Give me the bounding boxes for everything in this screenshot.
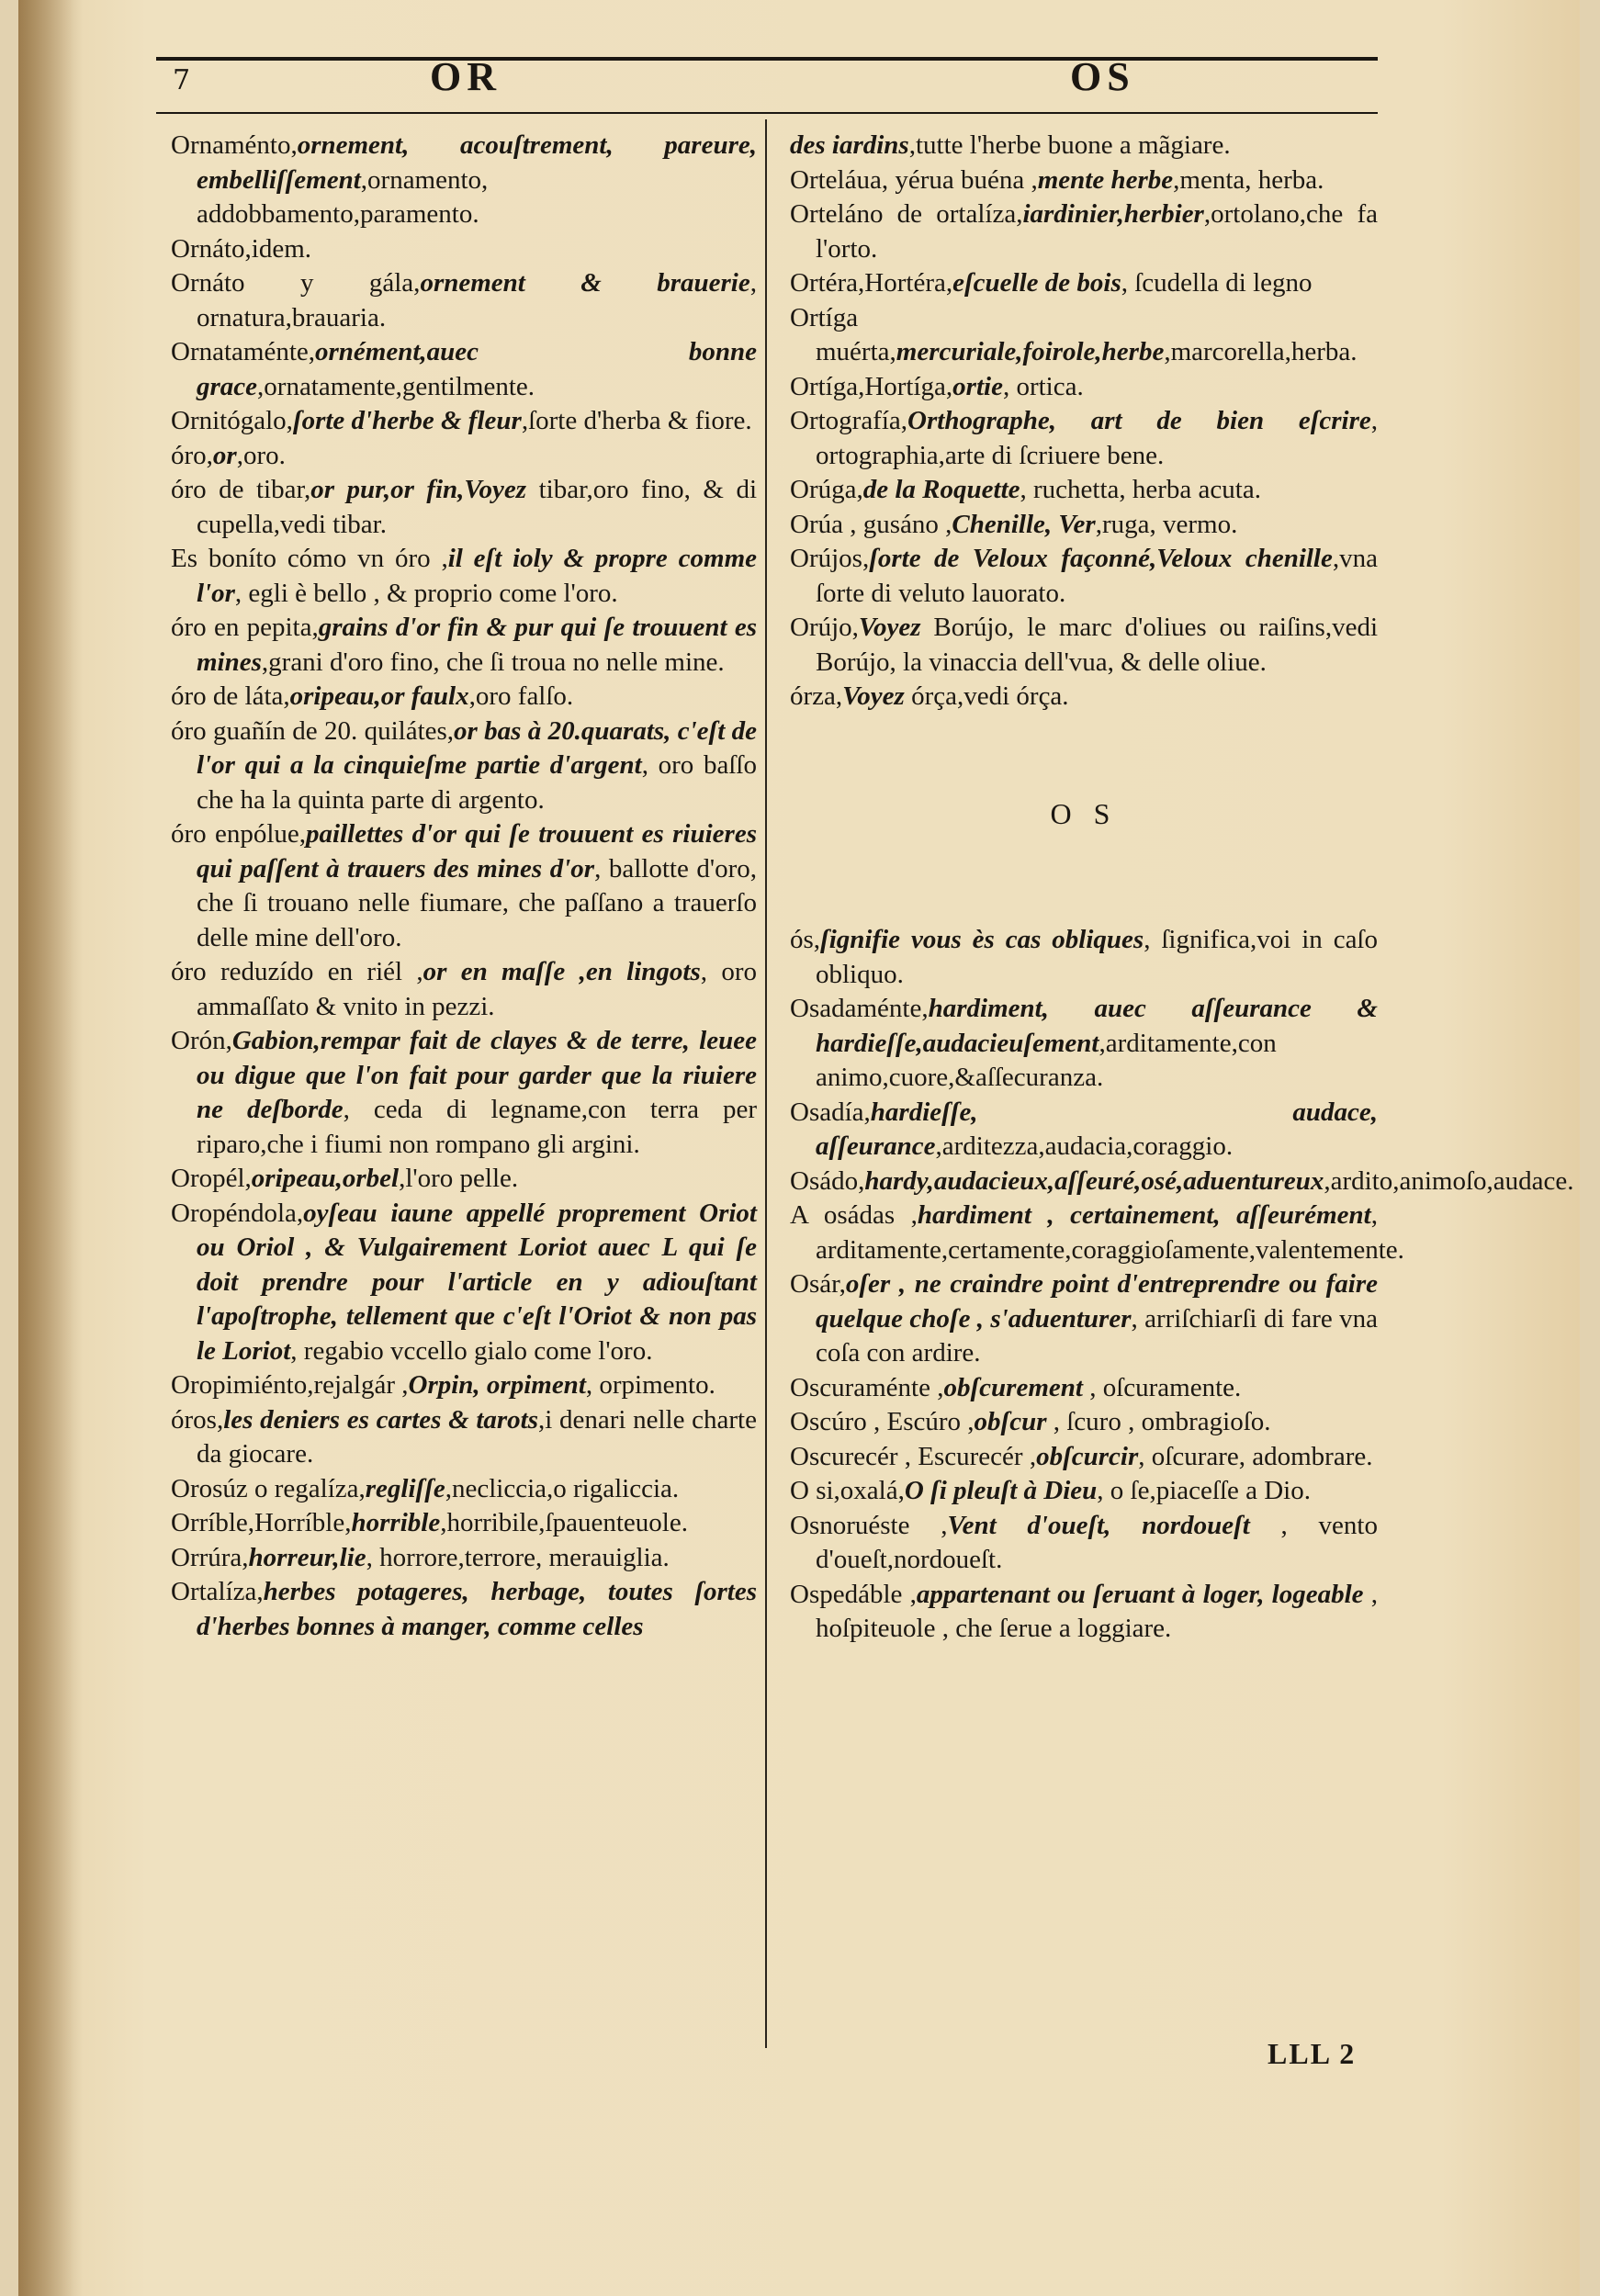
dictionary-entry	[171, 439, 757, 474]
folio-mark: 7	[173, 64, 191, 96]
spanish-headword: O si,oxalá,	[790, 1476, 905, 1505]
italian-gloss: , egli è bello , & proprio come l'oro.	[234, 578, 618, 608]
french-gloss: hardieſſe, audace, aſſeurance	[816, 1097, 1378, 1161]
spanish-headword: óro guañín de 20. quilátes,	[171, 715, 455, 746]
italian-gloss: ,arditezza,audacia,coraggio.	[935, 1131, 1234, 1161]
french-gloss: obſcur	[974, 1407, 1047, 1436]
french-gloss: appartenant ou ſeruant à loger, logeable	[916, 1579, 1364, 1609]
italian-gloss: Borújo, le marc d'oliues ou raiſins,vedi Borújo, la vinaccia dell'vua, & delle oliue.	[816, 613, 1378, 677]
spanish-headword: Orrúra,	[171, 1542, 249, 1572]
french-gloss: Voyez	[842, 681, 905, 711]
italian-gloss: , horrore,terrore, merauiglia.	[366, 1542, 670, 1572]
running-head-left: OR	[430, 54, 501, 99]
dictionary-entry	[790, 1578, 1378, 1647]
spanish-headword: Ortíga,Hortíga,	[790, 371, 953, 401]
french-gloss: ornement & brauerie	[420, 268, 750, 298]
dictionary-entry	[171, 266, 757, 335]
dictionary-entry	[790, 680, 1378, 715]
italian-gloss: , ortica.	[1002, 371, 1084, 401]
french-gloss: oripeau,or faulx	[289, 681, 469, 711]
italian-gloss: ,marcorella,herba.	[1164, 337, 1358, 366]
french-gloss: Voyez	[858, 613, 921, 642]
italian-gloss: ,grani d'oro fino, che ſi troua no nelle mine.	[261, 647, 725, 677]
italian-gloss: ,i denari nelle charte da giocare.	[197, 1404, 757, 1469]
french-gloss: hardiment , certainement, aſſeurément	[917, 1200, 1371, 1230]
italian-gloss: , ſcuro , ombragioſo.	[1046, 1407, 1271, 1436]
french-gloss: hardy,audacieux,aſſeuré,osé,aduentureux	[864, 1165, 1324, 1196]
spanish-headword: Oscuraménte ,	[790, 1372, 944, 1402]
french-gloss: Orthographe, art de bien eſcrire	[907, 406, 1371, 435]
dictionary-entry	[790, 1440, 1378, 1475]
italian-gloss: ,vna ſorte di veluto lauorato.	[816, 544, 1378, 608]
spanish-headword: ós,	[790, 925, 821, 954]
italian-gloss: tibar,oro fino, & di cupella,vedi tibar.	[197, 475, 757, 539]
spanish-headword: Oropimiénto,rejalgár ,	[171, 1370, 409, 1400]
french-gloss: obſcurement	[943, 1372, 1083, 1402]
dictionary-entry	[171, 611, 757, 680]
dictionary-entry	[171, 1541, 757, 1576]
french-gloss: hardiment, auec aſſeurance & hardieſſe,audacieuſement	[816, 994, 1378, 1058]
dictionary-entry	[790, 1199, 1404, 1267]
spanish-headword: Ortalíza,	[171, 1577, 264, 1606]
dictionary-entry	[171, 817, 757, 955]
french-gloss: regliſſe	[365, 1473, 445, 1503]
italian-gloss: , ortographia,arte di ſcriuere bene.	[816, 406, 1378, 470]
italian-gloss: , ſcudella di legno	[1121, 268, 1313, 298]
french-gloss: horrible	[351, 1508, 441, 1537]
italian-gloss: ,ſorte d'herba & fiore.	[521, 406, 752, 435]
dictionary-entry	[790, 197, 1378, 266]
dictionary-entry	[171, 680, 757, 715]
french-gloss: ornément,auec bonne grace	[197, 337, 757, 401]
dictionary-entry	[171, 1575, 757, 1644]
spanish-headword: óro,	[171, 440, 213, 470]
french-gloss: or en maſſe ,en lingots	[423, 957, 701, 986]
column-divider	[765, 119, 767, 2048]
spanish-headword: Oropél,	[171, 1164, 252, 1193]
dictionary-entry	[790, 473, 1378, 508]
header-rule-top	[156, 57, 1378, 61]
french-gloss: oyſeau iaune appellé proprement Oriot ou Oriol , & Vulgairement Loriot auec L qui ſe doit prendre pour l'article en y adiouſtant l'apoſtrophe, tellement que c'eſt l'Oriot & non pas le Loriot	[197, 1198, 757, 1366]
dictionary-entry	[171, 1368, 757, 1403]
right-column-or-entries	[790, 129, 1378, 715]
spanish-headword: Ortografía,	[790, 406, 908, 435]
dictionary-entry	[790, 301, 1378, 370]
right-column-os-entries	[790, 923, 1574, 1647]
italian-gloss: ,menta, herba.	[1173, 164, 1324, 195]
italian-gloss: , hoſpiteuole , che ſerue a loggiare.	[816, 1579, 1379, 1643]
dictionary-entry	[790, 370, 1378, 405]
french-gloss: ſorte d'herbe & fleur	[292, 406, 522, 435]
french-gloss: oripeau,orbel	[251, 1164, 400, 1193]
french-gloss: mente herbe	[1037, 164, 1174, 195]
italian-gloss: ,ortolano,che fa l'orto.	[816, 199, 1378, 264]
french-gloss: ſignifie vous ès cas obliques	[820, 925, 1144, 954]
italian-gloss: , o ſe,piaceſſe a Dio.	[1097, 1476, 1311, 1505]
italian-gloss: ,necliccia,o rigaliccia.	[445, 1473, 680, 1503]
gutter-shadow	[18, 0, 83, 2296]
dictionary-entry	[171, 404, 757, 439]
italian-gloss: ,ornatamente,gentilmente.	[257, 371, 535, 401]
french-gloss: horreur,lie	[248, 1542, 366, 1572]
spanish-headword: Osár,	[790, 1269, 846, 1299]
dictionary-entry	[790, 404, 1378, 473]
dictionary-entry	[790, 266, 1378, 301]
french-gloss: Vent d'oueſt, nordoueſt	[947, 1510, 1250, 1540]
french-gloss: Orpin, orpiment	[408, 1370, 586, 1400]
spanish-headword: Ornitógalo,	[171, 406, 293, 435]
dictionary-entry	[790, 611, 1378, 680]
french-gloss: or pur,or fin,Voyez	[310, 475, 527, 504]
french-gloss: des iardins	[790, 130, 909, 160]
french-gloss: iardinier,herbier	[1022, 199, 1204, 229]
italian-gloss: , ruchetta, herba acuta.	[1020, 475, 1261, 504]
spanish-headword: Ornaménto,	[171, 130, 298, 160]
italian-gloss: ,ardito,animoſo,audace.	[1324, 1165, 1574, 1196]
dictionary-entry	[171, 232, 757, 267]
dictionary-entry	[790, 163, 1378, 198]
spanish-headword: Oscurecér , Escurecér ,	[790, 1441, 1037, 1471]
italian-gloss: ,arditamente,con animo,cuore,&aſſecuranza.	[816, 1028, 1277, 1092]
spanish-headword: Osadaménte,	[790, 994, 929, 1023]
italian-gloss: órça,vedi órça.	[904, 681, 1069, 711]
spanish-headword: Osnoruéste ,	[790, 1510, 948, 1540]
header-rule-bottom	[156, 112, 1378, 114]
spanish-headword: óros,	[171, 1404, 224, 1435]
italian-gloss: ,l'oro pelle.	[399, 1164, 519, 1193]
dictionary-entry	[790, 129, 1378, 163]
italian-gloss: , ceda di legname,con terra per riparo,che i fiumi non rompano gli argini.	[197, 1095, 757, 1159]
italian-gloss: , oro baſſo che ha la quinta parte di argento.	[197, 750, 757, 815]
dictionary-entry	[790, 1509, 1378, 1578]
spanish-headword: Orteláua, yérua buéna ,	[790, 164, 1038, 195]
italian-gloss: , oſcurare, adombrare.	[1138, 1441, 1373, 1471]
spanish-headword: óro de tibar,	[171, 475, 311, 504]
dictionary-entry	[171, 473, 757, 542]
italian-gloss: ,ruga, vermo.	[1095, 509, 1238, 539]
italian-gloss: , oſcuramente.	[1082, 1372, 1242, 1402]
dictionary-entry	[171, 955, 757, 1024]
dictionary-entry	[790, 1405, 1378, 1440]
french-gloss: les deniers es cartes & tarots	[223, 1404, 539, 1435]
italian-gloss: ,oro.	[236, 440, 286, 470]
spanish-headword: Orosúz o regalíza,	[171, 1473, 366, 1503]
dictionary-entry	[171, 1506, 757, 1541]
french-gloss: il eſt ioly & propre comme l'or	[197, 544, 757, 608]
dictionary-entry	[171, 1472, 757, 1507]
french-gloss: herbes potageres, herbage, toutes ſortes d'herbes bonnes à manger, comme celles	[197, 1577, 757, 1641]
spanish-headword: Oscúro , Escúro ,	[790, 1407, 975, 1436]
french-gloss: or	[212, 440, 237, 470]
running-head-right: OS	[1070, 54, 1135, 99]
dictionary-entry	[790, 1165, 1574, 1199]
spanish-headword: Orríble,Horríble,	[171, 1508, 352, 1537]
spanish-headword: óro de láta,	[171, 681, 290, 711]
italian-gloss: , orpimento.	[585, 1370, 715, 1400]
italian-gloss: ,horribile,ſpauenteuole.	[440, 1508, 688, 1537]
french-gloss: de la Roquette	[862, 475, 1020, 504]
dictionary-entry	[171, 542, 757, 611]
french-gloss: ortie	[952, 371, 1003, 401]
spanish-headword: Orón,	[171, 1026, 232, 1055]
left-column	[171, 129, 757, 1644]
dictionary-entry	[790, 923, 1378, 992]
dictionary-entry	[171, 1162, 757, 1197]
spanish-headword: Ornataménte,	[171, 337, 316, 366]
spanish-headword: Orújo,	[790, 613, 859, 642]
spanish-headword: A osádas ,	[790, 1200, 918, 1230]
dictionary-entry	[171, 1403, 757, 1472]
spanish-headword: Ospedáble ,	[790, 1579, 917, 1609]
spanish-headword: Orújos,	[790, 544, 870, 573]
spanish-headword: Osadía,	[790, 1097, 871, 1127]
dictionary-entry	[790, 992, 1378, 1096]
french-gloss: grains d'or fin & pur qui ſe trouuent es mines	[197, 613, 757, 677]
dictionary-entry	[790, 542, 1378, 611]
dictionary-entry	[171, 1024, 757, 1162]
spanish-headword: Es boníto cómo vn óro ,	[171, 544, 448, 573]
italian-gloss: , arditamente,certamente,coraggioſamente,valentemente.	[816, 1200, 1404, 1265]
right-column	[790, 129, 1574, 1647]
italian-gloss: , oro ammaſſato & vnito in pezzi.	[197, 957, 757, 1021]
spanish-headword: Orúa , gusáno ,	[790, 509, 952, 539]
spanish-headword: Ortéra,Hortéra,	[790, 268, 953, 298]
french-gloss: paillettes d'or qui ſe trouuent es riuieres qui paſſent à trauers des mines d'or	[197, 819, 757, 884]
spanish-headword: óro reduzído en riél ,	[171, 957, 423, 986]
dictionary-entry	[171, 129, 757, 232]
spanish-headword: Orteláno de ortalíza,	[790, 199, 1023, 229]
italian-gloss: ,tutte l'herbe buone a mãgiare.	[908, 130, 1231, 160]
spanish-headword: Ornáto y gála,	[171, 268, 421, 298]
dictionary-entry	[790, 1096, 1378, 1165]
italian-gloss: , ornatura,brauaria.	[197, 268, 757, 332]
italian-gloss: ,oro falſo.	[468, 681, 574, 711]
italian-gloss: , ſignifica,voi in caſo obliquo.	[816, 925, 1378, 989]
dictionary-entry	[790, 1267, 1378, 1371]
spanish-headword: Ornáto,idem.	[171, 233, 312, 264]
dictionary-entry	[790, 1474, 1378, 1509]
french-gloss: ſorte de Veloux façonné,Veloux chenille	[869, 544, 1333, 573]
dictionary-entry	[790, 508, 1378, 543]
section-heading: O S	[1050, 796, 1118, 830]
spanish-headword: Ortíga muérta,	[790, 302, 896, 366]
dictionary-entry	[790, 1371, 1378, 1406]
italian-gloss: , ballotte d'oro, che ſi trouano nelle fiumare, che paſſano a trauerſo delle mine dell'oro.	[197, 853, 757, 952]
french-gloss: mercuriale,foirole,herbe	[896, 337, 1165, 366]
italian-gloss: , regabio vccello gialo come l'oro.	[290, 1335, 653, 1366]
spanish-headword: óro enpólue,	[171, 819, 307, 849]
spanish-headword: Osádo,	[790, 1165, 865, 1196]
spanish-headword: Orúga,	[790, 475, 863, 504]
italian-gloss: , arriſchiarſi di fare vna coſa con ardire.	[816, 1303, 1379, 1367]
french-gloss: eſcuelle de bois	[952, 268, 1121, 298]
french-gloss: obſcurcir	[1036, 1441, 1139, 1471]
french-gloss: Gabion,rempar fait de clayes & de terre, leuee ou digue que l'on fait pour garder que la riuiere ne deſborde	[197, 1026, 757, 1124]
french-gloss: ornement, acouſtrement, pareure, embelliſſement	[197, 130, 757, 195]
italian-gloss: ,ornamento, addobbamento,paramento.	[197, 164, 489, 229]
dictionary-entry	[171, 335, 757, 404]
french-gloss: Chenille, Ver	[952, 509, 1096, 539]
french-gloss: O ſi pleuſt à Dieu	[904, 1476, 1098, 1505]
signature-mark: LLL 2	[1268, 2037, 1357, 2070]
spanish-headword: órza,	[790, 681, 843, 711]
spanish-headword: óro en pepita,	[171, 613, 319, 642]
french-gloss: oſer , ne craindre point d'entreprendre ou faire quelque choſe , s'aduenturer	[816, 1269, 1378, 1334]
dictionary-entry	[171, 715, 757, 818]
dictionary-entry	[171, 1197, 757, 1369]
italian-gloss: , vento d'oueſt,nordoueſt.	[816, 1510, 1378, 1574]
spanish-headword: Oropéndola,	[171, 1198, 304, 1228]
french-gloss: or bas à 20.quarats, c'eſt de l'or qui a la cinquieſme partie d'argent	[197, 715, 757, 780]
